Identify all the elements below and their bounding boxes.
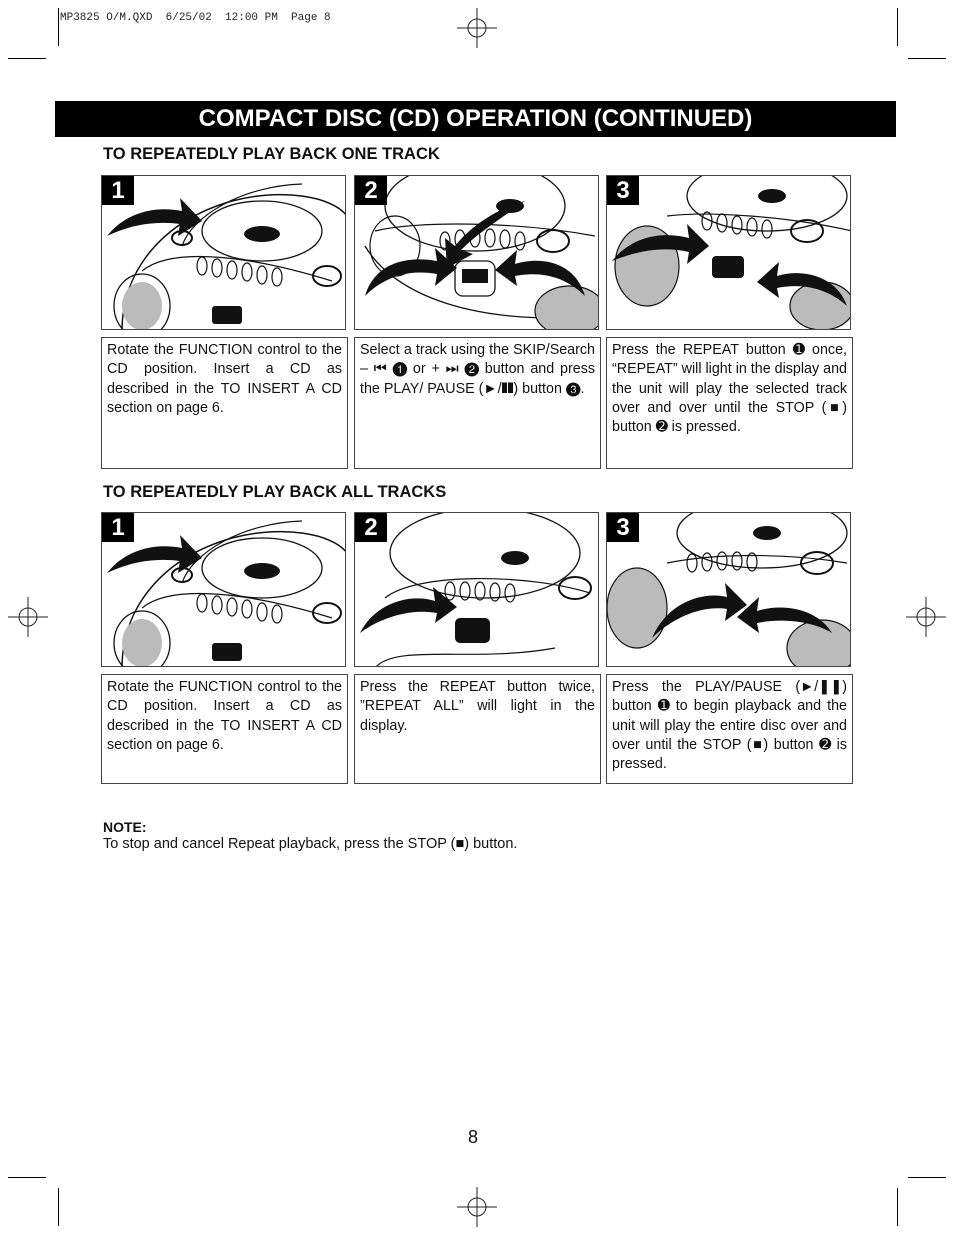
registration-mark: [906, 597, 946, 637]
crop-mark: [58, 1188, 59, 1226]
section-title-one-track: TO REPEATEDLY PLAY BACK ONE TRACK: [103, 145, 440, 163]
illustration-panel-one-track-step-1: [101, 175, 346, 330]
section-title-all-tracks: TO REPEATEDLY PLAY BACK ALL TRACKS: [103, 483, 447, 501]
step-instruction-text: Rotate the FUNCTION control to the CD position. Insert a CD as described in the TO INSERT A CD section on page 6.: [101, 337, 348, 469]
print-slug: MP3825 O/M.QXD 6/25/02 12:00 PM Page 8: [60, 12, 331, 24]
illustration-panel-all-tracks-step-2: [354, 512, 599, 667]
crop-mark: [8, 58, 46, 59]
step-instruction-text: Press the REPEAT button ➊ once, “REPEAT” will light in the display and the unit will play the selected track over and over until the STOP (■) button ➋ is pressed.: [606, 337, 853, 469]
illustration-panel-one-track-step-2: [354, 175, 599, 330]
crop-mark: [58, 8, 59, 46]
illustration-panel-all-tracks-step-1: [101, 512, 346, 667]
registration-mark: [8, 597, 48, 637]
step-number-badge: 1: [102, 513, 134, 542]
illustration-panel-all-tracks-step-3: [606, 512, 851, 667]
registration-mark: [457, 1187, 497, 1227]
boombox-illustration: [607, 176, 851, 330]
boombox-illustration: [355, 176, 599, 330]
step-instruction-text: Press the PLAY/PAUSE (►/❚❚) button ➊ to begin playback and the unit will play the entire disc over and over until the STOP (■) button ➋ is pressed.: [606, 674, 853, 784]
crop-mark: [897, 1188, 898, 1226]
step-number-badge: 1: [102, 176, 134, 205]
crop-mark: [897, 8, 898, 46]
boombox-illustration: [355, 513, 599, 667]
note-heading: NOTE:: [103, 819, 147, 835]
page-title-banner: COMPACT DISC (CD) OPERATION (CONTINUED): [55, 101, 896, 137]
crop-mark: [908, 58, 946, 59]
crop-mark: [908, 1177, 946, 1178]
step-number-badge: 3: [607, 513, 639, 542]
boombox-illustration: [102, 176, 346, 330]
boombox-illustration: [607, 513, 851, 667]
boombox-illustration: [102, 513, 346, 667]
illustration-panel-one-track-step-3: [606, 175, 851, 330]
step-number-badge: 3: [607, 176, 639, 205]
step-instruction-text: Press the REPEAT button twice, ”REPEAT ALL” will light in the display.: [354, 674, 601, 784]
step-instruction-text: Rotate the FUNCTION control to the CD position. Insert a CD as described in the TO INSERT A CD section on page 6.: [101, 674, 348, 784]
step-instruction-text: Select a track using the SKIP/Search – ⏮ ➊ or + ⏭ ➋ button and press the PLAY/ PAUSE (►/❚❚) button ➌.: [354, 337, 601, 469]
registration-mark: [457, 8, 497, 48]
page-number: 8: [468, 1127, 479, 1147]
step-number-badge: 2: [355, 513, 387, 542]
crop-mark: [8, 1177, 46, 1178]
step-number-badge: 2: [355, 176, 387, 205]
note-text: To stop and cancel Repeat playback, press the STOP (■) button.: [103, 836, 518, 852]
